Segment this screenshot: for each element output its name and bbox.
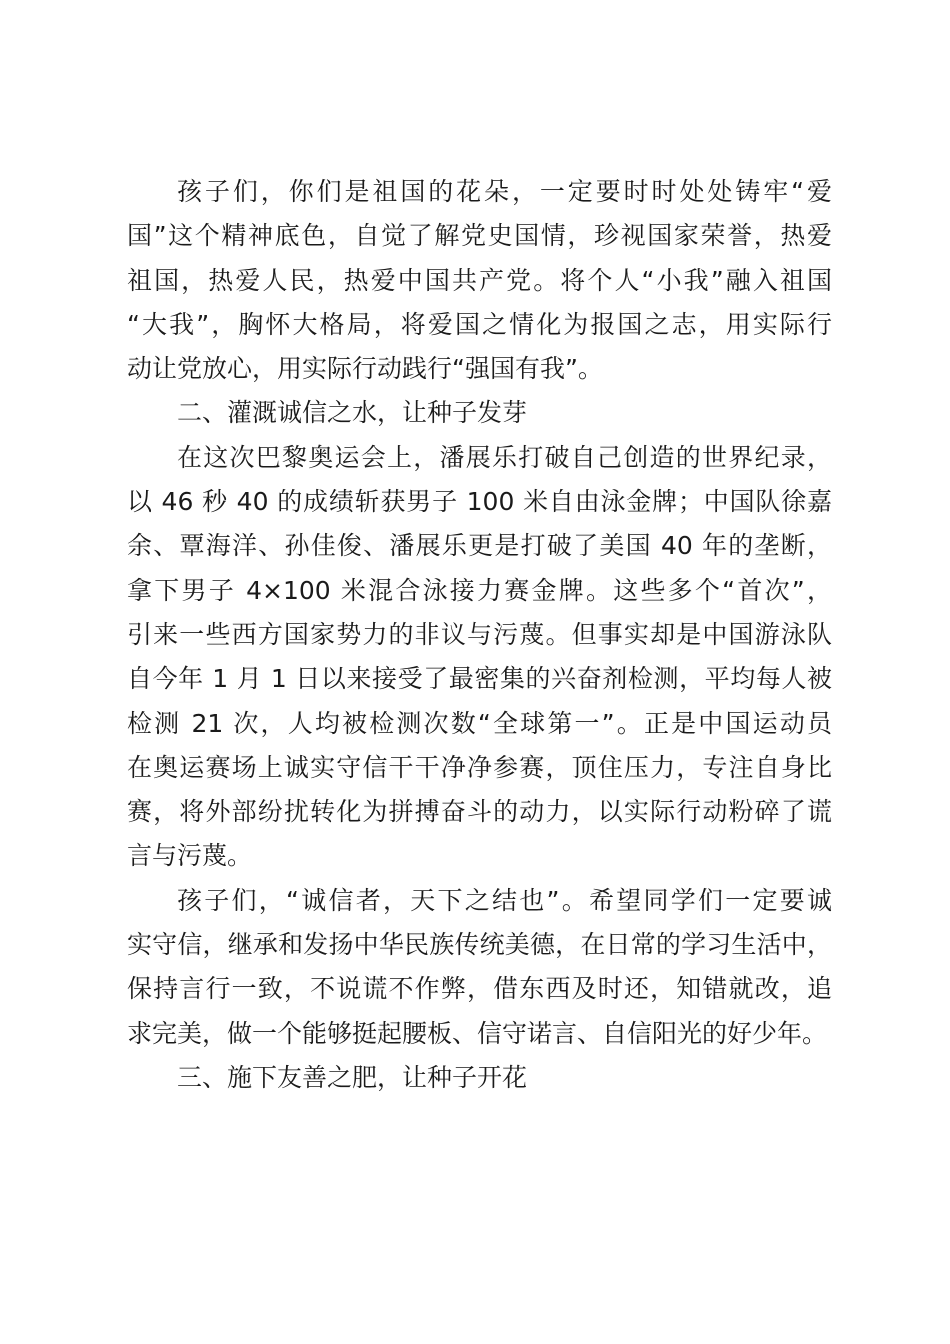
paragraph-1-line-5: 动让党放心，用实际行动践行“强国有我”。 (127, 354, 603, 384)
paragraph-2-line-6: 自今年 1 月 1 日以来接受了最密集的兴奋剂检测，平均每人被 (127, 664, 832, 694)
paragraph-3-line-2: 实守信，继承和发扬中华民族传统美德，在日常的学习生活中， (127, 930, 832, 960)
paragraph-2-line-1: 在这次巴黎奥运会上，潘展乐打破自己创造的世界纪录， (177, 442, 832, 472)
paragraph-2-line-8: 在奥运赛场上诚实守信干干净净参赛，顶住压力，专注自身比 (127, 752, 832, 782)
section-heading-2: 二、灌溉诚信之水，让种子发芽 (177, 398, 528, 428)
paragraph-1-line-2: 国”这个精神底色，自觉了解党史国情，珍视国家荣誉，热爱 (127, 221, 832, 251)
paragraph-3-line-4: 求完美，做一个能够挺起腰板、信守诺言、自信阳光的好少年。 (127, 1018, 828, 1048)
document-body (127, 170, 832, 1100)
paragraph-2-line-2: 以 46 秒 40 的成绩斩获男子 100 米自由泳金牌；中国队徐嘉 (127, 487, 832, 517)
paragraph-2-line-4: 拿下男子 4×100 米混合泳接力赛金牌。这些多个“首次”， (127, 575, 832, 605)
paragraph-1-line-3: 祖国，热爱人民，热爱中国共产党。将个人“小我”融入祖国 (127, 265, 832, 295)
paragraph-2-line-3: 余、覃海洋、孙佳俊、潘展乐更是打破了美国 40 年的垄断， (127, 531, 832, 561)
paragraph-1-line-1: 孩子们，你们是祖国的花朵，一定要时时处处铸牢“爱 (177, 177, 832, 206)
paragraph-2-line-10: 言与污蔑。 (127, 841, 253, 871)
paragraph-2-line-7: 检测 21 次，人均被检测次数“全球第一”。正是中国运动员 (127, 708, 832, 738)
paragraph-2-line-9: 赛，将外部纷扰转化为拼搏奋斗的动力，以实际行动粉碎了谎 (127, 797, 832, 827)
paragraph-3-line-1: 孩子们，“诚信者，天下之结也”。希望同学们一定要诚 (177, 885, 832, 915)
paragraph-2-line-5: 引来一些西方国家势力的非议与污蔑。但事实却是中国游泳队 (127, 619, 832, 649)
paragraph-1-line-4: “大我”，胸怀大格局，将爱国之情化为报国之志，用实际行 (127, 309, 832, 339)
section-heading-3: 三、施下友善之肥，让种子开花 (177, 1062, 528, 1092)
paragraph-3-line-3: 保持言行一致，不说谎不作弊，借东西及时还，知错就改，追 (127, 974, 832, 1004)
